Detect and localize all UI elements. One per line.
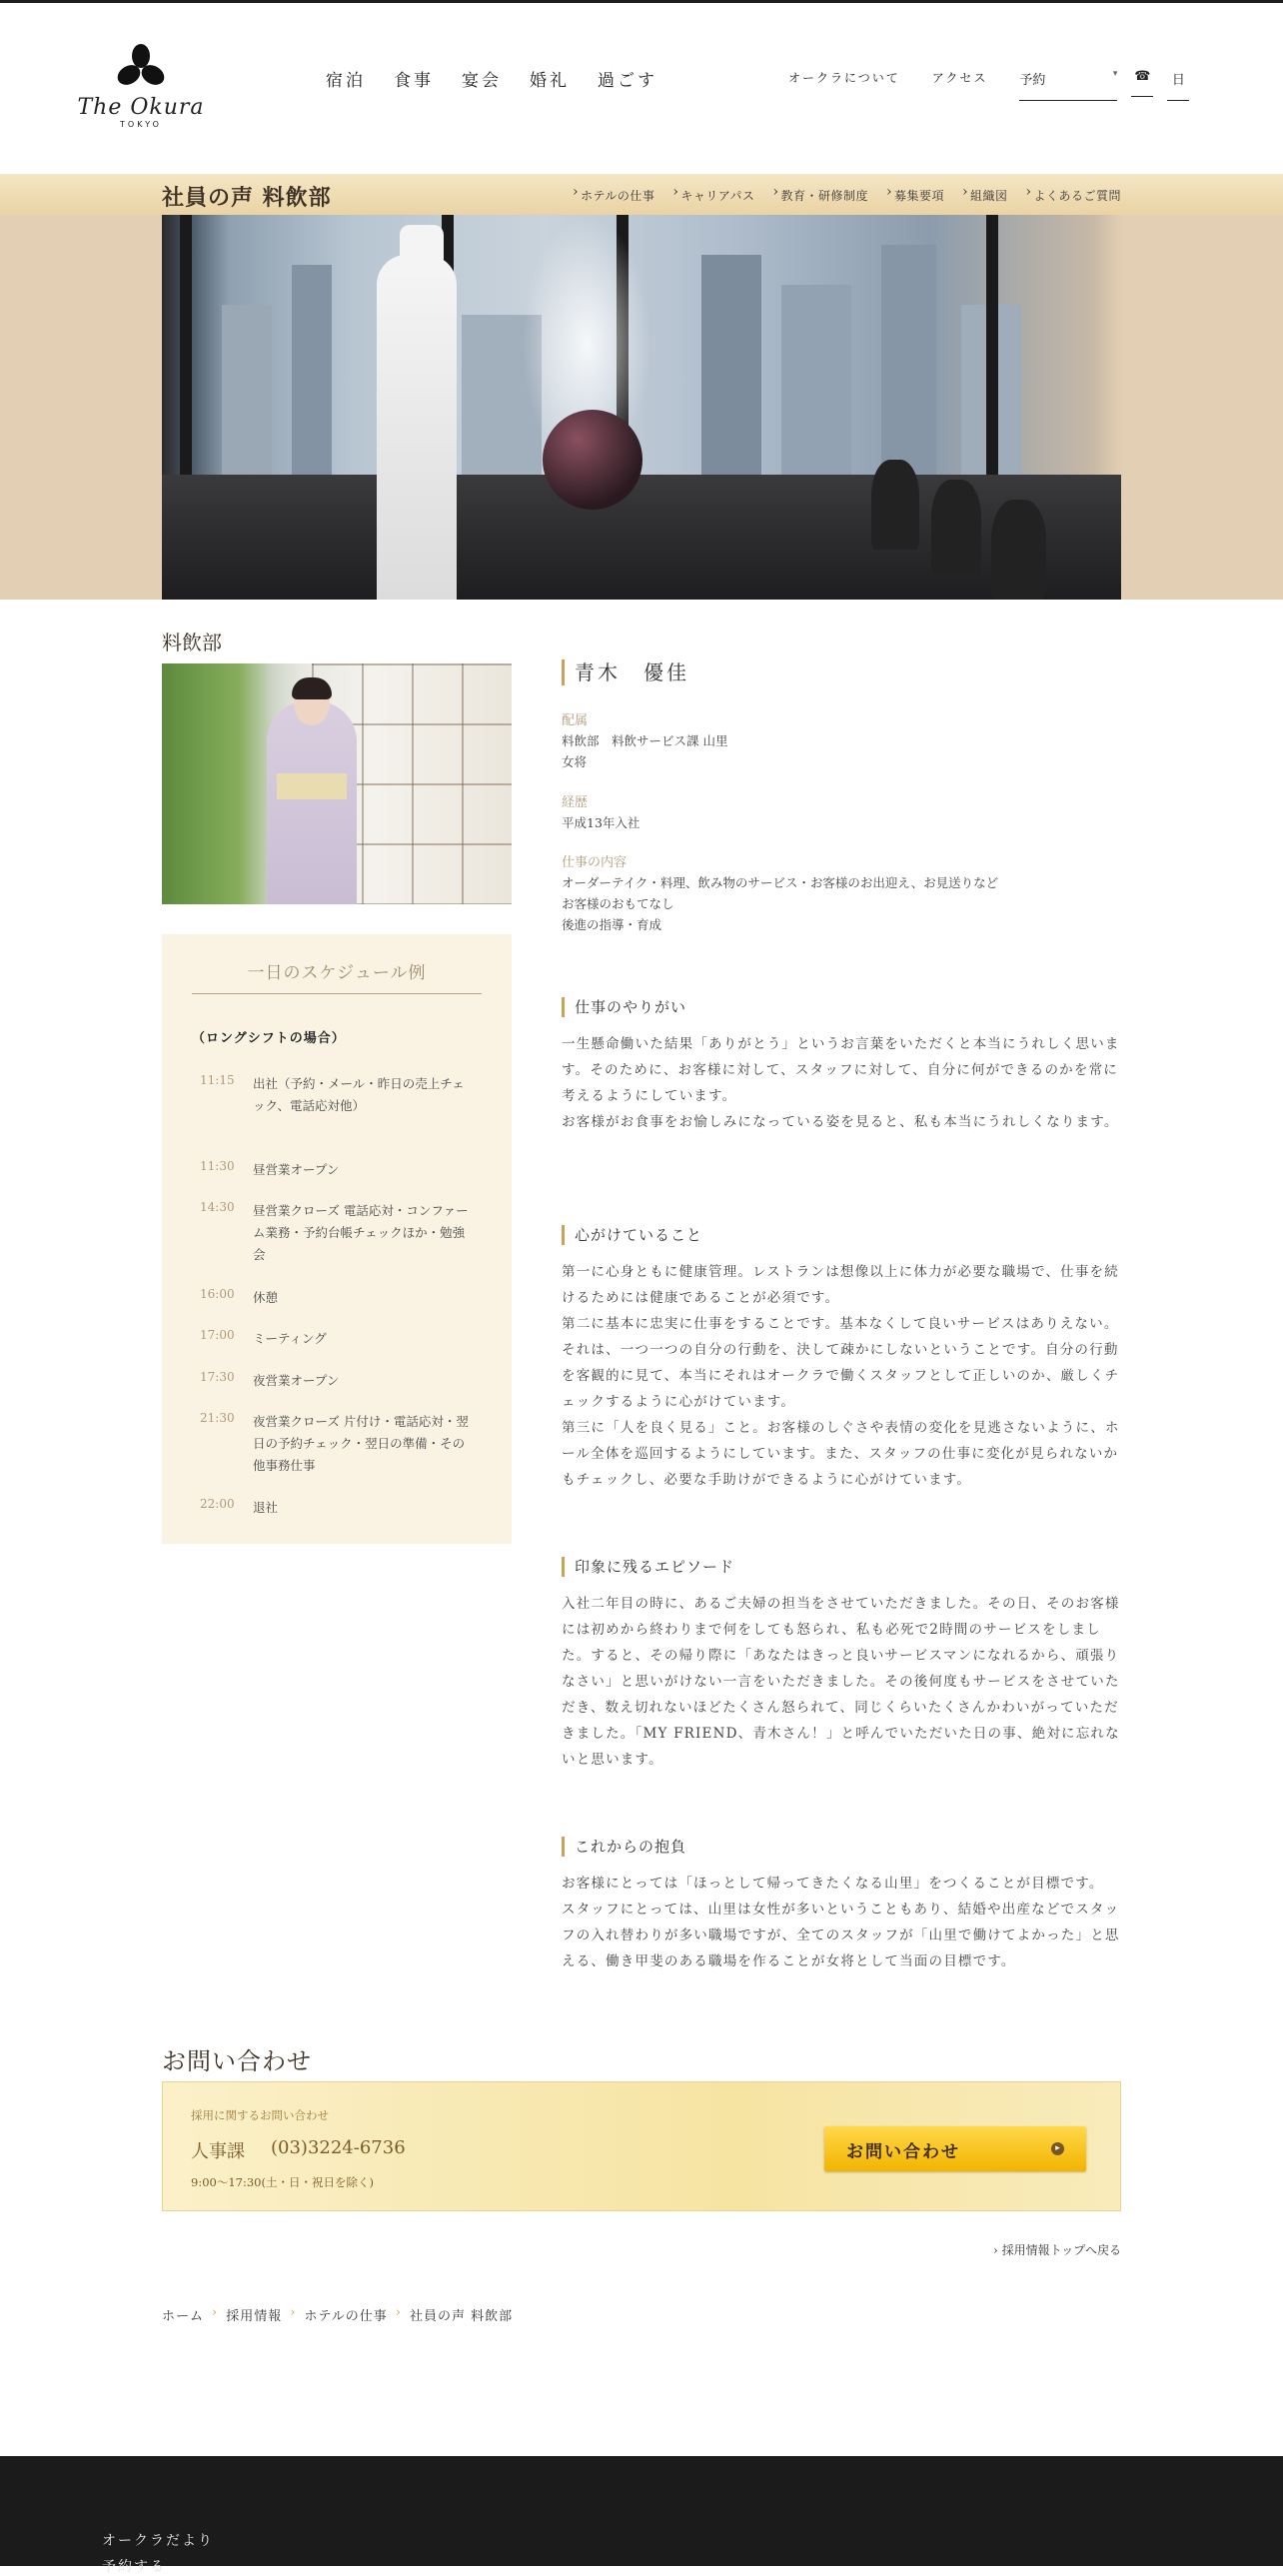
logo-wordmark: The Okura <box>77 95 205 120</box>
language-switch[interactable]: 日 <box>1167 69 1189 101</box>
work-line: お客様のおもてなし <box>562 896 674 911</box>
breadcrumb <box>162 2305 513 2324</box>
schedule-desc: 夜営業オープン <box>253 1373 340 1388</box>
hero-photo <box>162 215 1121 600</box>
okura-crest-icon <box>116 41 166 91</box>
back-to-recruit-link[interactable]: › 採用情報トップへ戻る <box>992 2243 1121 2257</box>
nav-wedding[interactable]: 婚礼 <box>530 71 570 91</box>
schedule-row <box>200 1370 475 1392</box>
nav-dining[interactable]: 食事 <box>394 71 434 91</box>
work-line: オーダーテイク・料理、飲み物のサービス・お客様のお出迎え、お見送りなど <box>562 875 999 890</box>
dept-line: 料飲部 料飲サービス課 山里 <box>562 733 728 748</box>
dept-line: 女将 <box>562 754 588 769</box>
sub-nav-faq[interactable]: › よくあるご質問 <box>1025 187 1121 204</box>
schedule-row <box>200 1287 475 1309</box>
work-line: 後進の指導・育成 <box>562 917 662 932</box>
schedule-title: 一日のスケジュール例 <box>192 958 482 994</box>
section-body: 第一に心身ともに健康管理。レストランは想像以上に体力が必要な職場で、仕事を続けるためには健康であることが必須です。 第二に基本に忠実に仕事をすることです。基本なくして良いサービスはありえない。それは、一つ一つの自分の行動を、決して疎かにしないということです。自分の行動を客観的に見て、本当にそれはオークラで働くスタッフとして正しいのか、厳しくチェックするように心がけています。 第三に「人を良く見る」こと。お客様のしぐさや表情の変化を見逃さないように、ホール全体を巡回するようにしています。また、スタッフの仕事に変化が見られないかもチェックし、必要な手助けができるように心がけています。 <box>562 1264 1120 1488</box>
page-title: 社員の声 料飲部 <box>162 185 332 211</box>
section-body: お客様にとっては「ほっとして帰ってきたくなる山里」をつくることが目標です。 スタッフにとっては、山里は女性が多いということもあり、結婚や出産などでスタッフの入れ替わりが多い職場ですが、全てのスタッフが「山里で働けてよかった」と思える、働き甲斐のある職場を作ることが女将として当面の目標です。 <box>562 1876 1120 1969</box>
contact-phone[interactable]: (03)3224-6736 <box>271 2137 406 2158</box>
work-label: 仕事の内容 <box>562 855 628 870</box>
section-body: 入社二年目の時に、あるご夫婦の担当をさせていただきました。その日、そのお客様には初めから終わりまで何をしても怒られ、私も必死で2時間のサービスをしました。すると、その帰り際に「あなたはきっと良いサービスマンになれるから、頑張りなさい」と思いがけない一言をいただきました。その後何度もサービスをさせていただき、数え切れないほどたくさん怒られて、同じくらいたくさんかわいがっていただきました。「MY FRIEND、青木さん！」と呼んでいただいた日の事、絶対に忘れないと思います。 <box>562 1596 1120 1768</box>
nav-banquet[interactable]: 宴会 <box>462 71 502 91</box>
schedule-row <box>200 1328 475 1350</box>
breadcrumb-home[interactable]: ホーム <box>162 2309 205 2324</box>
dept-label: 配属 <box>562 713 589 728</box>
page-title-band <box>0 174 1283 215</box>
schedule-desc: ミーティング <box>253 1331 327 1346</box>
section-heading: 印象に残るエピソード <box>562 1557 734 1577</box>
okura-logo[interactable] <box>76 41 206 151</box>
footer-link-news[interactable]: オークラだより <box>102 2533 214 2549</box>
chevron-right-icon: › <box>290 2305 297 2320</box>
contact-box <box>162 2081 1121 2211</box>
nav-stay[interactable]: 宿泊 <box>326 71 366 91</box>
section-body: 一生懸命働いた結果「ありがとう」というお言葉をいただくと本当にうれしく思います。そのために、お客様に対して、スタッフに対して、自分に何ができるのかを常に考えるようにしています。 お客様がお食事をお愉しみになっている姿を見ると、私も本当にうれしくなります。 <box>562 1036 1120 1130</box>
section-heading: これからの抱負 <box>562 1837 686 1857</box>
breadcrumb-current: 社員の声 料飲部 <box>410 2309 514 2324</box>
sub-nav-training[interactable]: › 教育・研修制度 <box>772 187 868 204</box>
schedule-time: 21:30 <box>200 1411 235 1425</box>
about-link[interactable]: オークラについて <box>788 71 900 85</box>
history-label: 経歴 <box>562 795 589 810</box>
schedule-time: 11:30 <box>200 1159 235 1173</box>
breadcrumb-recruit[interactable]: 採用情報 <box>226 2309 283 2324</box>
schedule-desc: 出社（予約・メール・昨日の売上チェック、電話応対他） <box>253 1076 465 1113</box>
schedule-time: 22:00 <box>200 1497 235 1511</box>
reserve-dropdown[interactable]: 予約 ▾ <box>1019 69 1117 101</box>
chevron-right-icon: › <box>212 2305 219 2320</box>
access-link[interactable]: アクセス <box>931 71 988 85</box>
sub-nav-recruit[interactable]: › 募集要項 <box>886 187 944 204</box>
sub-nav-org[interactable]: › 組織図 <box>962 187 1008 204</box>
schedule-time: 17:30 <box>200 1370 235 1384</box>
sub-nav-work[interactable]: › ホテルの仕事 <box>573 187 654 204</box>
contact-dept: 人事課 <box>191 2141 245 2162</box>
site-header <box>0 3 1283 174</box>
schedule-time: 11:15 <box>200 1073 235 1087</box>
schedule-desc: 休憩 <box>253 1290 279 1305</box>
contact-heading: お問い合わせ <box>162 2047 312 2075</box>
schedule-desc: 昼営業オープン <box>253 1162 340 1177</box>
schedule-desc: 夜営業クローズ 片付け・電話応対・翌日の予約チェック・翌日の準備・その他事務仕事 <box>253 1414 469 1473</box>
schedule-row <box>200 1411 475 1477</box>
section-title: 料飲部 <box>162 631 222 654</box>
utility-nav <box>788 69 1203 101</box>
site-footer <box>0 2456 1283 2575</box>
global-nav <box>326 66 685 91</box>
breadcrumb-work[interactable]: ホテルの仕事 <box>304 2309 388 2324</box>
schedule-desc: 昼営業クローズ 電話応対・コンファーム業務・予約台帳チェックほか・勉強会 <box>253 1203 469 1262</box>
schedule-desc: 退社 <box>253 1500 279 1515</box>
logo-city: TOKYO <box>120 120 162 129</box>
chevron-right-icon: › <box>395 2305 402 2320</box>
section-heading: 心がけていること <box>562 1225 702 1245</box>
staff-photo <box>162 663 512 904</box>
contact-button[interactable] <box>824 2126 1086 2171</box>
schedule-shift: （ロングシフトの場合） <box>192 1031 346 1046</box>
back-link-label: 採用情報トップへ戻る <box>1001 2243 1121 2257</box>
history-value: 平成13年入社 <box>562 815 641 830</box>
schedule-time: 17:00 <box>200 1328 235 1342</box>
contact-button-label: お問い合わせ <box>846 2142 960 2162</box>
hero-image <box>0 215 1283 600</box>
sub-nav-career[interactable]: › キャリアパス <box>672 187 754 204</box>
footer-link-reserve[interactable]: 予約する <box>102 2559 166 2575</box>
schedule-time: 14:30 <box>200 1200 235 1214</box>
schedule-time: 16:00 <box>200 1287 235 1301</box>
schedule-row <box>200 1159 475 1181</box>
nav-spend[interactable]: 過ごす <box>598 71 657 91</box>
contact-label: 採用に関するお問い合わせ <box>191 2108 329 2122</box>
sub-nav <box>555 187 1121 204</box>
schedule-row <box>200 1200 475 1266</box>
schedule-row <box>200 1073 475 1117</box>
arrow-right-icon: ▸ <box>1051 2142 1064 2155</box>
staff-name: 青木 優佳 <box>562 659 689 685</box>
contact-hours: 9:00〜17:30(土・日・祝日を除く) <box>191 2175 374 2189</box>
schedule-row <box>200 1497 475 1519</box>
section-heading: 仕事のやりがい <box>562 997 686 1017</box>
phone-icon[interactable]: ☎ <box>1131 69 1153 97</box>
schedule-box <box>162 934 512 1544</box>
